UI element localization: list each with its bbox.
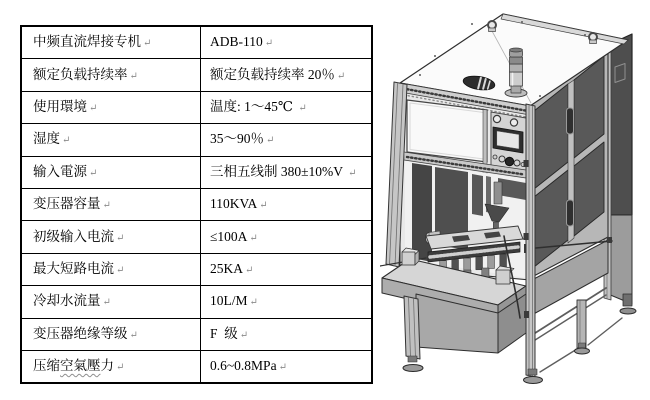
spec-value-cell	[201, 91, 373, 123]
spec-label-cell	[21, 318, 201, 350]
spec-value-cell	[201, 221, 373, 253]
spec-label-cell	[21, 59, 201, 91]
table-row	[21, 156, 372, 188]
spec-value: 10L/M	[210, 293, 248, 309]
return-mark: ↵	[116, 265, 125, 276]
door-handle	[567, 200, 574, 226]
table-row	[21, 188, 372, 220]
spec-label: 输入電源	[33, 163, 87, 179]
table-row	[21, 286, 372, 318]
return-mark: ↵	[89, 167, 98, 179]
leveling-foot	[524, 377, 543, 384]
spec-value-cell	[201, 253, 373, 285]
table-row	[21, 253, 372, 285]
spec-label: 变压器容量	[33, 196, 101, 212]
spec-label: 变压器绝缘等级	[33, 325, 128, 341]
spec-value-cell	[201, 318, 373, 350]
return-mark: ↵	[245, 265, 254, 276]
spec-table	[20, 25, 373, 384]
return-mark: ↵	[266, 135, 275, 147]
return-mark: ↵	[239, 329, 249, 341]
spec-value-cell	[201, 59, 373, 91]
spec-label: 使用環境	[33, 99, 87, 115]
spec-value-cell	[201, 286, 373, 318]
return-mark: ↵	[143, 38, 152, 50]
table-row	[21, 124, 372, 156]
return-mark: ↵	[264, 38, 274, 50]
return-mark: ↵	[89, 103, 98, 115]
return-mark: ↵	[116, 232, 125, 244]
table-row	[21, 350, 372, 383]
spec-label-cell	[21, 350, 201, 383]
table-block	[402, 248, 419, 265]
return-mark: ↵	[278, 362, 287, 374]
spec-label: 中频直流焊接专机	[33, 34, 141, 50]
spec-value-cell	[201, 26, 373, 59]
spec-label: 初级输入电流	[33, 228, 114, 244]
spellcheck-squiggle: 空氣壓	[60, 358, 101, 374]
return-mark: ↵	[62, 135, 71, 147]
spec-value: 35～90％	[210, 131, 264, 147]
spec-value: 110KVA	[210, 196, 258, 212]
table-row	[21, 26, 372, 59]
lifting-eyebolt	[488, 21, 496, 32]
control-panel	[491, 112, 526, 172]
right-middle-leg	[575, 300, 590, 354]
leveling-foot	[575, 348, 590, 354]
return-mark: ↵	[129, 329, 138, 341]
spec-label: 最大短路电流	[33, 261, 114, 276]
return-mark: ↵	[249, 297, 258, 309]
return-mark: ↵	[336, 70, 346, 82]
indicator-light	[510, 119, 517, 126]
spec-label: 额定负载持续率	[33, 66, 128, 82]
return-mark: ↵	[249, 232, 258, 244]
table-row	[21, 318, 372, 350]
spec-label-cell	[21, 286, 201, 318]
return-mark: ↵	[102, 297, 111, 309]
spec-label-cell	[21, 188, 201, 220]
back-panel	[608, 34, 632, 304]
return-mark: ↵	[129, 70, 138, 82]
spec-label-cell	[21, 156, 201, 188]
return-mark: ↵	[116, 362, 125, 374]
spec-label-cell	[21, 26, 201, 59]
spec-value: ADB-110	[210, 34, 263, 50]
spec-value: 额定负载持续率 20％	[210, 66, 335, 82]
table-row	[21, 91, 372, 123]
table-row	[21, 59, 372, 91]
return-mark: ↵	[102, 200, 111, 212]
spec-value: ≤100A	[210, 228, 248, 244]
return-mark: ↵	[259, 200, 268, 212]
front-window-panel	[407, 100, 487, 162]
spec-label-cell	[21, 91, 201, 123]
lifting-eyebolt	[589, 33, 597, 44]
spec-value-cell	[201, 188, 373, 220]
spec-value: 0.6~0.8MPa	[210, 358, 277, 374]
spec-label: 冷却水流量	[33, 293, 101, 309]
spec-label-cell	[21, 221, 201, 253]
spec-table-body	[21, 26, 372, 383]
return-mark: ↵	[298, 103, 307, 115]
spec-value-cell	[201, 350, 373, 383]
spec-value-cell	[201, 156, 373, 188]
spec-value-cell	[201, 124, 373, 156]
machine-figure	[380, 0, 650, 400]
table-row	[21, 221, 372, 253]
spec-label-cell	[21, 253, 201, 285]
leveling-foot	[403, 365, 423, 372]
spec-value: 25KA	[210, 261, 243, 276]
indicator-light	[493, 115, 500, 122]
spec-label: 湿度	[33, 131, 60, 147]
spec-label-cell	[21, 124, 201, 156]
return-mark: ↵	[348, 167, 357, 179]
door-handle	[567, 108, 574, 134]
spec-value: 温度: 1～45℃	[210, 99, 297, 115]
spec-value: F 级	[210, 325, 238, 341]
spec-value: 三相五线制 380±10%V	[210, 163, 347, 179]
dark-round-button	[505, 157, 513, 165]
spec-label: 压缩空氣壓力	[33, 358, 114, 374]
